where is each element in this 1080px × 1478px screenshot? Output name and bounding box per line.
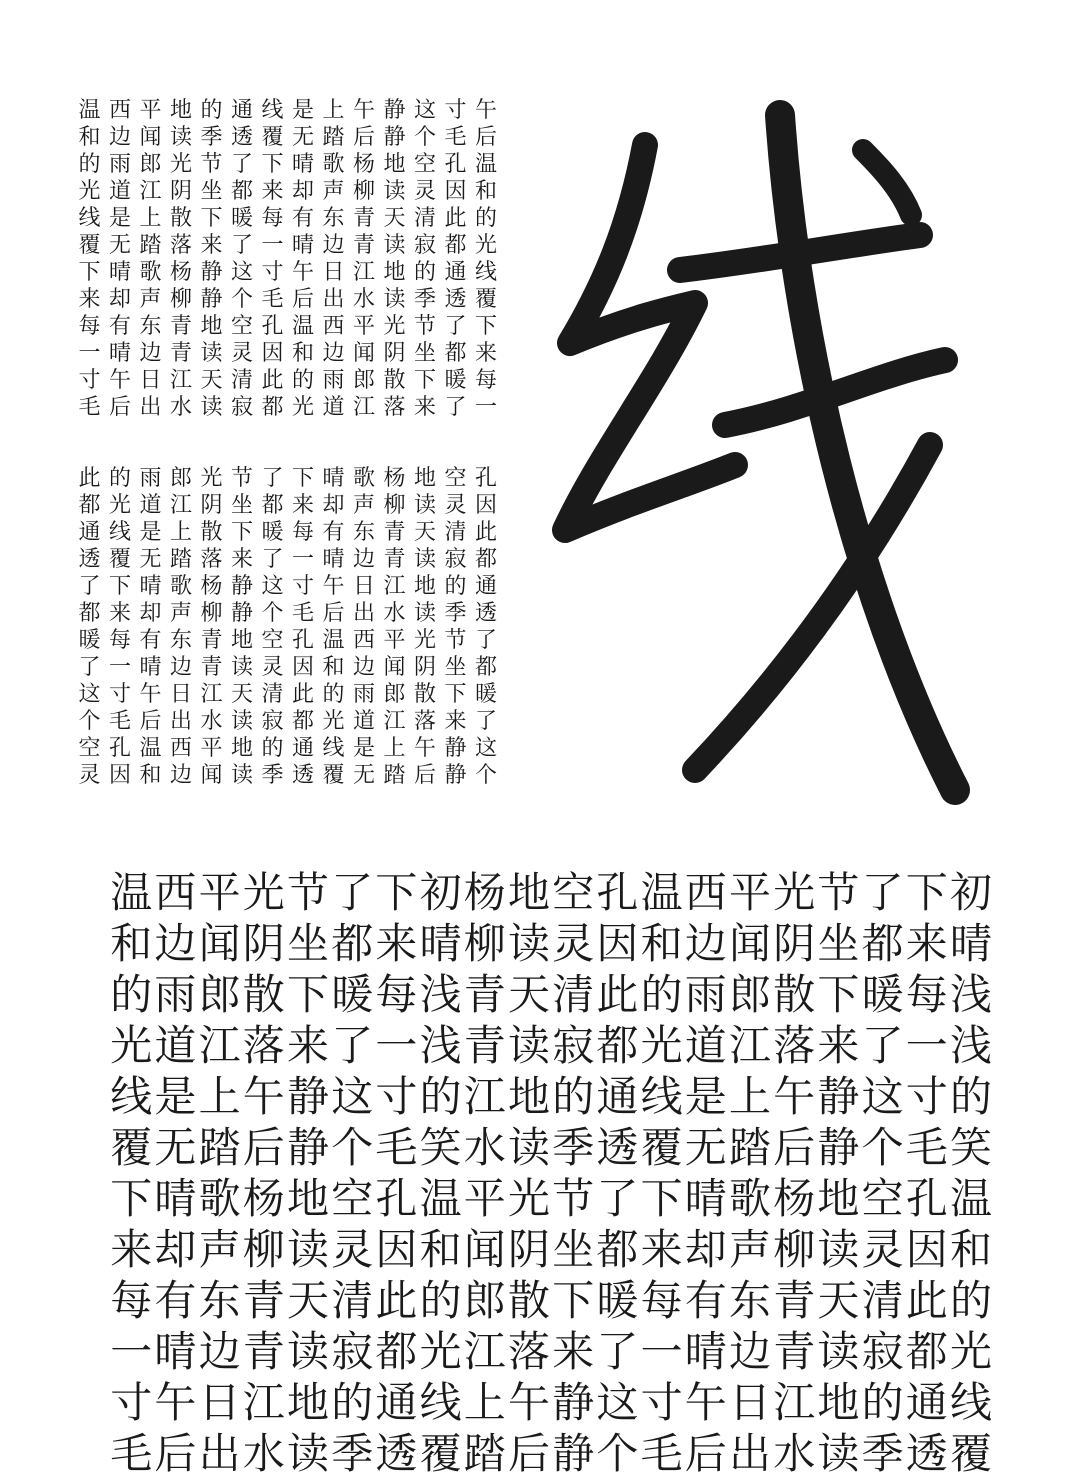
- glyph-stroke: [695, 445, 930, 770]
- hero-character-text: 线: [545, 75, 546, 76]
- glyph-stroke: [565, 145, 735, 530]
- hero-character-glyph: [545, 75, 990, 820]
- glyph-stroke: [863, 150, 911, 215]
